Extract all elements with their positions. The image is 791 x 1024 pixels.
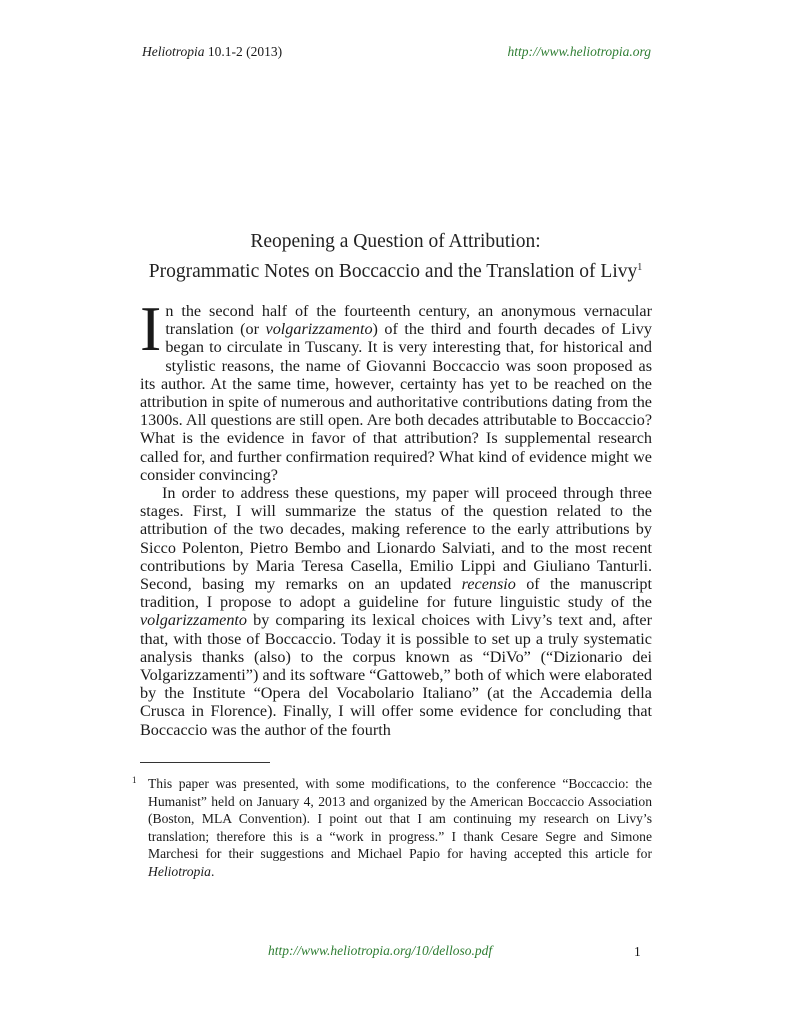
paragraph-1: In the second half of the fourteenth century, an anonymous vernacular translation (or volgarizzamento) of the third and fourth decades of Livy began to circulate in Tuscany. It is very interesting that, for historical and stylistic reasons, the name of Giovanni Boccaccio was soon proposed as its author. At the same time, however, certainty has yet to be reached on the attribution in spite of numerous and authoritative contributions dating from the 1300s. All questions are still open. Are both decades attributable to Boccaccio? What is the evidence in favor of that attribution? Is supplemental research called for, and further confirmation required? What kind of evidence might we consider convincing? (140, 293, 653, 484)
title-footnote-ref[interactable]: 1 (637, 262, 643, 273)
drop-cap: I (140, 293, 162, 364)
footnote-rule (140, 762, 270, 763)
footnote: 1 This paper was presented, with some modifications, to the conference “Boccaccio: the Humanist” held on January 4, 2013 and organized by the American Boccaccio Association (Boston, MLA Convention). I point out that I am continuing my research on Livy’s translation; therefore this is a “work in progress.” I thank Cesare Segre and Simone Marchesi for their suggestions and Michael Papio for having accepted this article for Heliotropia. (140, 772, 652, 881)
title-line-1: Reopening a Question of Attribution: (250, 231, 541, 252)
journal-name: Heliotropia (142, 44, 205, 59)
header-site-link[interactable]: http://www.heliotropia.org (507, 44, 651, 59)
article-title (100, 229, 691, 285)
running-header-citation (142, 44, 282, 60)
title-line-2: Programmatic Notes on Boccaccio and the Translation of Livy$^1$ (148, 261, 643, 282)
journal-issue: 10.1-2 (2013) (207, 44, 283, 59)
footer-article-link[interactable]: http://www.heliotropia.org/10/delloso.pdf (268, 943, 493, 958)
page-number: 1 (634, 944, 641, 959)
paragraph-2: In order to address these questions, my paper will proceed through three stages. First, I will summarize the status of the question related to the attribution of the two decades, making reference to the early attributions by Sicco Polenton, Pietro Bembo and Lionardo Salviati, and to the most recent contributions by Maria Teresa Casella, Emilio Lippi and Giuliano Tanturli. Second, basing my remarks on an updated recensio of the manuscript tradition, I propose to adopt a guideline for future linguistic study of the volgarizzamento by comparing its lexical choices with Livy’s text and, after that, with those of Boccaccio. Today it is possible to set up a truly systematic analysis thanks (also) to the corpus known as “DiVo” (“Dizionario dei Volgarizzamenti”) and its software “Gattoweb,” both of which were elaborated by the Institute “Opera del Vocabolario Italiano” (at the Accademia della Crusca in Florence). Finally, I will offer some evidence for concluding that Boccaccio was the author of the fourth (140, 484, 652, 739)
footnote-number: 1 (132, 775, 137, 785)
article-body (140, 293, 653, 739)
